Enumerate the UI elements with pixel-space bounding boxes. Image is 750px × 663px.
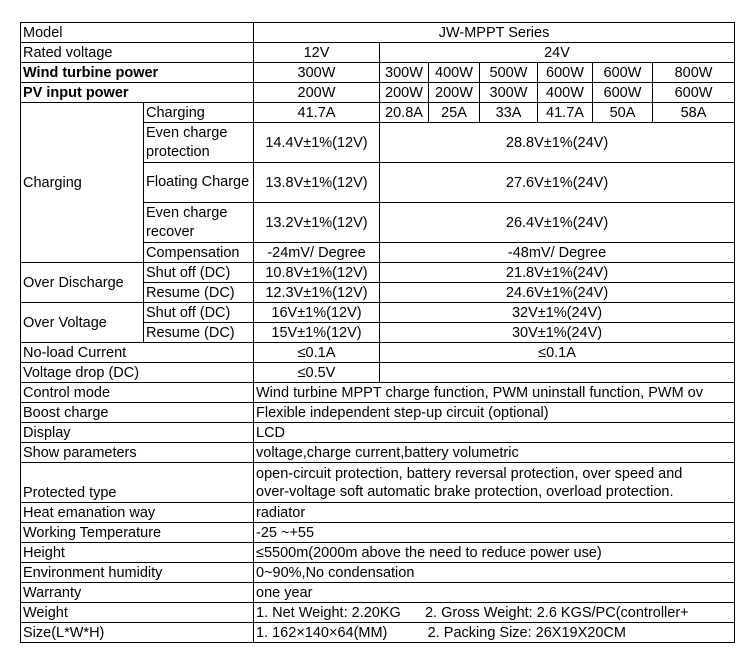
sub-label: Compensation xyxy=(144,243,254,263)
row-label: Control mode xyxy=(21,383,254,403)
table-cell: 600W xyxy=(653,83,735,103)
row-value: 1. Net Weight: 2.20KG 2. Gross Weight: 2.6 KGS/PC(controller+ xyxy=(254,603,735,623)
table-cell: 600W xyxy=(593,63,653,83)
value-24v: 24V xyxy=(380,43,735,63)
sub-label: Charging xyxy=(144,103,254,123)
table-cell: 200W xyxy=(429,83,480,103)
row-label: PV input power xyxy=(21,83,254,103)
row-label: Heat emanation way xyxy=(21,503,254,523)
group-label-over-discharge: Over Discharge xyxy=(21,263,144,303)
group-label-over-voltage: Over Voltage xyxy=(21,303,144,343)
row-label: Height xyxy=(21,543,254,563)
row-over-voltage-shutoff xyxy=(21,303,735,323)
row-working-temperature xyxy=(21,523,735,543)
table-cell: 600W xyxy=(538,63,593,83)
row-height xyxy=(21,543,735,563)
table-cell: 33A xyxy=(480,103,538,123)
value-24v: 26.4V±1%(24V) xyxy=(380,203,735,243)
row-value: ≤5500m(2000m above the need to reduce power use) xyxy=(254,543,735,563)
row-model xyxy=(21,23,735,43)
value-24v: ≤0.1A xyxy=(380,343,735,363)
row-rated-voltage xyxy=(21,43,735,63)
row-label: Environment humidity xyxy=(21,563,254,583)
row-label: Working Temperature xyxy=(21,523,254,543)
table-cell: 200W xyxy=(254,83,380,103)
row-label: Display xyxy=(21,423,254,443)
row-no-load-current xyxy=(21,343,735,363)
spec-table xyxy=(20,22,735,643)
row-value xyxy=(254,463,735,503)
model-value: JW-MPPT Series xyxy=(254,23,735,43)
empty-cell xyxy=(380,363,735,383)
row-label: Size(L*W*H) xyxy=(21,623,254,643)
row-label: Wind turbine power xyxy=(21,63,254,83)
row-control-mode xyxy=(21,383,735,403)
table-cell: 400W xyxy=(429,63,480,83)
row-value: Wind turbine MPPT charge function, PWM uninstall function, PWM ov xyxy=(254,383,735,403)
protected-line-1: open-circuit protection, battery reversal protection, over speed and xyxy=(256,465,683,482)
value-12v: 14.4V±1%(12V) xyxy=(254,123,380,163)
row-protected-type xyxy=(21,463,735,503)
value-12v: 12V xyxy=(254,43,380,63)
value-12v: 16V±1%(12V) xyxy=(254,303,380,323)
value-24v: 32V±1%(24V) xyxy=(380,303,735,323)
table-cell: 20.8A xyxy=(380,103,429,123)
row-label: Rated voltage xyxy=(21,43,254,63)
value-12v: 13.2V±1%(12V) xyxy=(254,203,380,243)
table-cell: 58A xyxy=(653,103,735,123)
value-24v: 30V±1%(24V) xyxy=(380,323,735,343)
table-cell: 300W xyxy=(254,63,380,83)
table-cell: 800W xyxy=(653,63,735,83)
value-12v: 13.8V±1%(12V) xyxy=(254,163,380,203)
row-value: LCD xyxy=(254,423,735,443)
row-label: No-load Current xyxy=(21,343,254,363)
sub-label: Resume (DC) xyxy=(144,323,254,343)
table-cell: 600W xyxy=(593,83,653,103)
sub-label: Shut off (DC) xyxy=(144,263,254,283)
sub-label: Floating Charge xyxy=(144,163,254,203)
table-cell: 300W xyxy=(480,83,538,103)
value-24v: 28.8V±1%(24V) xyxy=(380,123,735,163)
protected-line-2: over-voltage soft automatic brake protection, overload protection. xyxy=(256,483,674,500)
value-12v: 10.8V±1%(12V) xyxy=(254,263,380,283)
row-size xyxy=(21,623,735,643)
row-label: Protected type xyxy=(21,463,254,503)
table-cell: 200W xyxy=(380,83,429,103)
row-weight xyxy=(21,603,735,623)
row-heat-emanation xyxy=(21,503,735,523)
row-value: radiator xyxy=(254,503,735,523)
value-12v: ≤0.1A xyxy=(254,343,380,363)
value-24v: 24.6V±1%(24V) xyxy=(380,283,735,303)
row-label: Boost charge xyxy=(21,403,254,423)
row-value: one year xyxy=(254,583,735,603)
row-warranty xyxy=(21,583,735,603)
row-label: Show parameters xyxy=(21,443,254,463)
table-cell: 41.7A xyxy=(254,103,380,123)
row-value: 0~90%,No condensation xyxy=(254,563,735,583)
row-label: Weight xyxy=(21,603,254,623)
row-label: Model xyxy=(21,23,254,43)
value-12v: 15V±1%(12V) xyxy=(254,323,380,343)
row-label: Voltage drop (DC) xyxy=(21,363,254,383)
row-value: -25 ~+55 xyxy=(254,523,735,543)
row-wind-power xyxy=(21,63,735,83)
row-show-parameters xyxy=(21,443,735,463)
sub-label: Resume (DC) xyxy=(144,283,254,303)
table-cell: 300W xyxy=(380,63,429,83)
table-cell: 25A xyxy=(429,103,480,123)
row-value: Flexible independent step-up circuit (optional) xyxy=(254,403,735,423)
sub-label: Even charge protection xyxy=(144,123,254,163)
value-12v: -24mV/ Degree xyxy=(254,243,380,263)
row-over-discharge-shutoff xyxy=(21,263,735,283)
value-12v: 12.3V±1%(12V) xyxy=(254,283,380,303)
table-cell: 400W xyxy=(538,83,593,103)
group-label-charging: Charging xyxy=(21,103,144,263)
table-cell: 50A xyxy=(593,103,653,123)
row-boost-charge xyxy=(21,403,735,423)
sub-label: Even charge recover xyxy=(144,203,254,243)
table-cell: 500W xyxy=(480,63,538,83)
row-pv-power xyxy=(21,83,735,103)
row-display xyxy=(21,423,735,443)
value-24v: -48mV/ Degree xyxy=(380,243,735,263)
value-24v: 27.6V±1%(24V) xyxy=(380,163,735,203)
value-24v: 21.8V±1%(24V) xyxy=(380,263,735,283)
row-voltage-drop xyxy=(21,363,735,383)
row-humidity xyxy=(21,563,735,583)
row-charging-current xyxy=(21,103,735,123)
value-12v: ≤0.5V xyxy=(254,363,380,383)
row-value: 1. 162×140×64(MM) 2. Packing Size: 26X19X20CM xyxy=(254,623,735,643)
sub-label: Shut off (DC) xyxy=(144,303,254,323)
table-cell: 41.7A xyxy=(538,103,593,123)
row-label: Warranty xyxy=(21,583,254,603)
row-value: voltage,charge current,battery volumetric xyxy=(254,443,735,463)
